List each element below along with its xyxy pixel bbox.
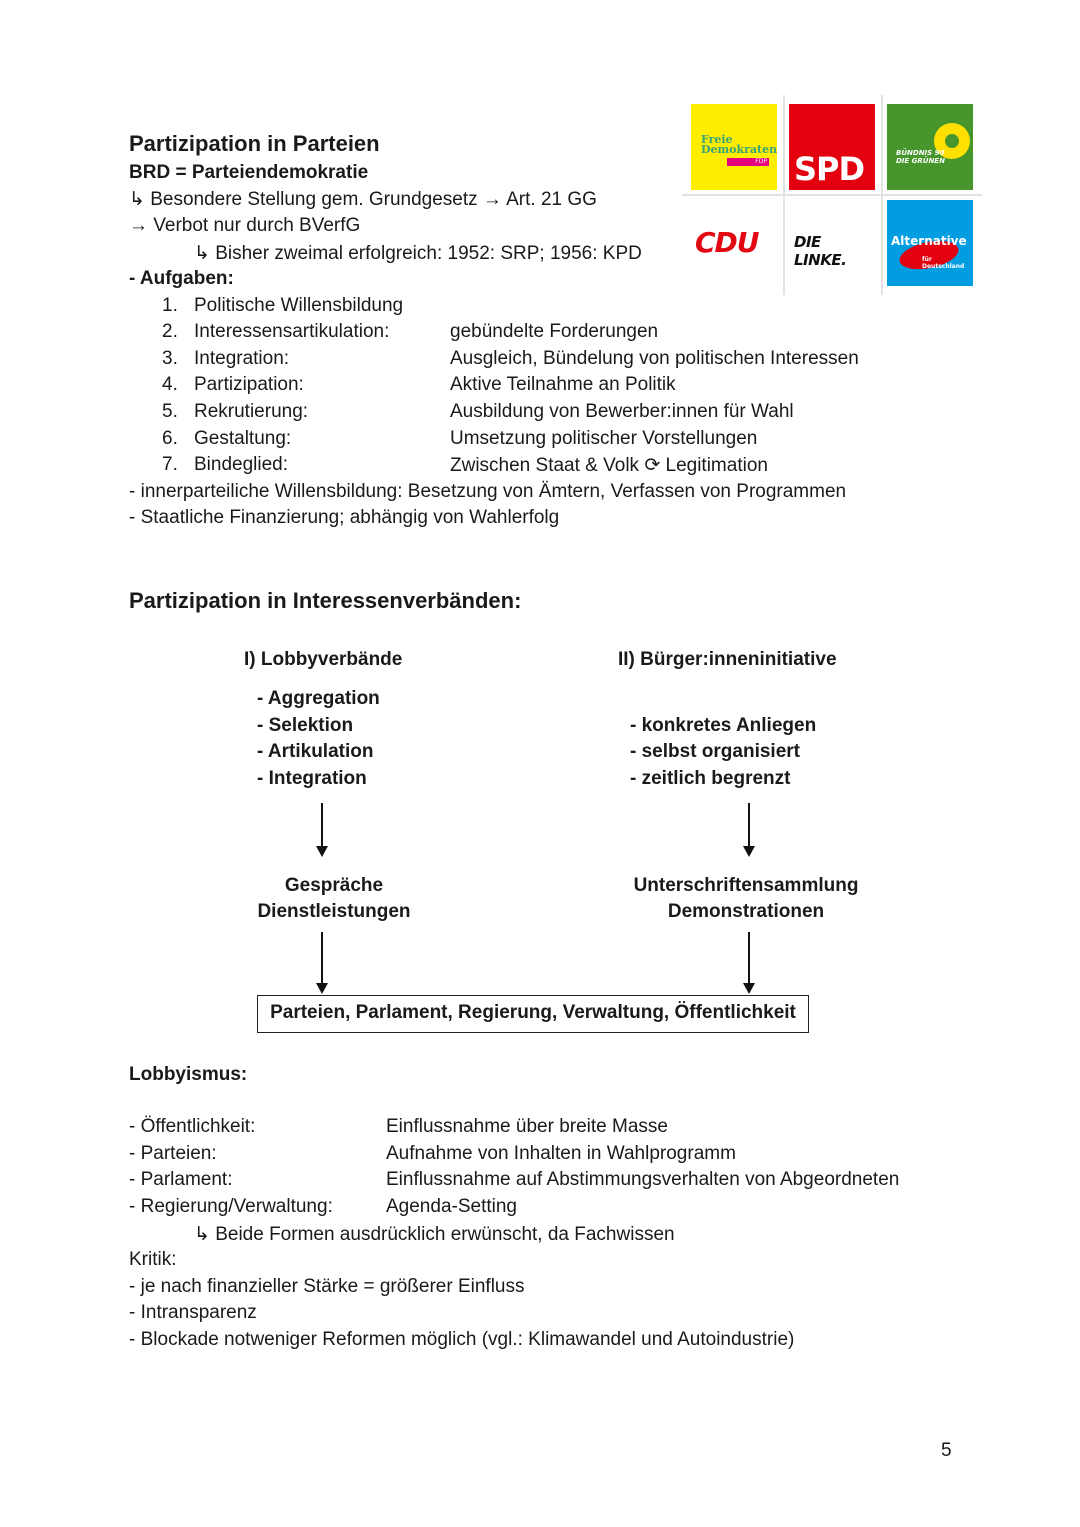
lobby-target-label: - Regierung/Verwaltung: <box>129 1196 333 1217</box>
task-label: Partizipation: <box>194 374 304 395</box>
task-label: Interessensartikulation: <box>194 321 390 342</box>
critique-item: - Intransparenz <box>129 1302 257 1323</box>
note-line: - Staatliche Finanzierung; abhängig von Wahlerfolg <box>129 507 560 528</box>
lobbyverbaende-heading: I) Lobbyverbände <box>244 649 403 670</box>
initiative-means: Demonstrationen <box>667 901 825 922</box>
lobby-target-desc: Agenda-Setting <box>386 1196 517 1217</box>
gruene-logo-text: DIE GRÜNEN <box>896 157 945 165</box>
fdp-logo-text: Freie <box>701 133 733 146</box>
fdp-logo-tag: FDP <box>727 158 769 166</box>
section-title-lobbyismus: Lobbyismus: <box>129 1064 248 1085</box>
lobby-item: - Artikulation <box>257 741 374 762</box>
task-number: 2. <box>162 321 178 342</box>
party-logos-grid <box>682 95 982 295</box>
arrow-down-icon <box>321 803 323 855</box>
buergerinitiative-heading: II) Bürger:inneninitiative <box>618 649 837 670</box>
tasks-heading: - Aufgaben: <box>129 268 234 289</box>
task-desc: Ausbildung von Bewerber:innen für Wahl <box>450 401 794 422</box>
linke-logo-text: DIE LINKE. <box>794 233 847 269</box>
fdp-logo <box>691 104 777 190</box>
lobby-item: - Aggregation <box>257 688 380 709</box>
lobby-target-label: - Parteien: <box>129 1143 217 1164</box>
initiative-item: - zeitlich begrenzt <box>630 768 791 789</box>
critique-heading: Kritik: <box>129 1249 177 1270</box>
spd-logo-text: SPD <box>794 150 865 188</box>
task-number: 7. <box>162 454 178 475</box>
afd-logo-text: für <box>922 256 932 263</box>
fdp-logo-text: Demokraten <box>701 143 777 156</box>
arrow-down-icon <box>748 932 750 992</box>
afd-logo-text: Alternative <box>891 234 967 248</box>
section-title-parteien: Partizipation in Parteien <box>129 131 380 156</box>
lobby-means: Dienstleistungen <box>257 901 411 922</box>
task-label: Bindeglied: <box>194 454 289 475</box>
initiative-means: Unterschriftensammlung <box>633 875 859 896</box>
task-label: Rekrutierung: <box>194 401 309 422</box>
grid-divider <box>682 194 982 196</box>
task-desc: Aktive Teilnahme an Politik <box>450 374 676 395</box>
lobby-target-desc: Einflussnahme auf Abstimmungsverhalten von Abgeordneten <box>386 1169 900 1190</box>
lobby-means: Gespräche <box>284 875 384 896</box>
spd-logo <box>789 104 875 190</box>
initiative-item: - konkretes Anliegen <box>630 715 817 736</box>
note-line: - innerparteiliche Willensbildung: Besetzung von Ämtern, Verfassen von Programmen <box>129 481 847 502</box>
task-desc: Ausgleich, Bündelung von politischen Interessen <box>450 348 859 369</box>
task-label: Politische Willensbildung <box>194 295 404 316</box>
text-line: ↳ Bisher zweimal erfolgreich: 1952: SRP; 1956: KPD <box>194 243 642 264</box>
afd-logo <box>887 200 973 286</box>
lobby-target-label: - Öffentlichkeit: <box>129 1116 256 1137</box>
lobby-target-label: - Parlament: <box>129 1169 233 1190</box>
gruene-logo-text: BÜNDNIS 90 <box>896 149 945 157</box>
task-label: Gestaltung: <box>194 428 292 449</box>
lobby-note: ↳ Beide Formen ausdrücklich erwünscht, da Fachwissen <box>194 1224 675 1245</box>
arrow-down-icon <box>748 803 750 855</box>
gruene-logo <box>887 104 973 190</box>
text-line: → Verbot nur durch BVerfG <box>129 215 361 236</box>
task-number: 6. <box>162 428 178 449</box>
cdu-logo-text: CDU <box>695 226 759 259</box>
afd-logo-text: Deutschland <box>922 263 965 270</box>
lobby-item: - Integration <box>257 768 367 789</box>
lobby-target-desc: Einflussnahme über breite Masse <box>386 1116 668 1137</box>
initiative-item: - selbst organisiert <box>630 741 800 762</box>
task-label: Integration: <box>194 348 290 369</box>
lobby-item: - Selektion <box>257 715 354 736</box>
text-line: ↳ Besondere Stellung gem. Grundgesetz → Art. 21 GG <box>129 189 597 210</box>
section-title-interessenverbaende: Partizipation in Interessenverbänden: <box>129 588 522 613</box>
task-number: 4. <box>162 374 178 395</box>
critique-item: - Blockade notweniger Reformen möglich (vgl.: Klimawandel und Autoindustrie) <box>129 1329 795 1350</box>
task-number: 1. <box>162 295 178 316</box>
lobby-target-desc: Aufnahme von Inhalten in Wahlprogramm <box>386 1143 736 1164</box>
task-number: 3. <box>162 348 178 369</box>
task-desc: gebündelte Forderungen <box>450 321 659 342</box>
task-desc: Zwischen Staat & Volk ⟳ Legitimation <box>450 455 768 476</box>
arrow-down-icon <box>321 932 323 992</box>
subtitle-parteiendemokratie: BRD = Parteiendemokratie <box>129 162 369 183</box>
task-desc: Umsetzung politischer Vorstellungen <box>450 428 758 449</box>
page-number: 5 <box>941 1440 952 1461</box>
linke-logo <box>789 200 875 286</box>
critique-item: - je nach finanzieller Stärke = größerer Einfluss <box>129 1276 525 1297</box>
cdu-logo <box>691 200 777 286</box>
task-number: 5. <box>162 401 178 422</box>
target-institutions-box: Parteien, Parlament, Regierung, Verwaltung, Öffentlichkeit <box>257 995 809 1033</box>
